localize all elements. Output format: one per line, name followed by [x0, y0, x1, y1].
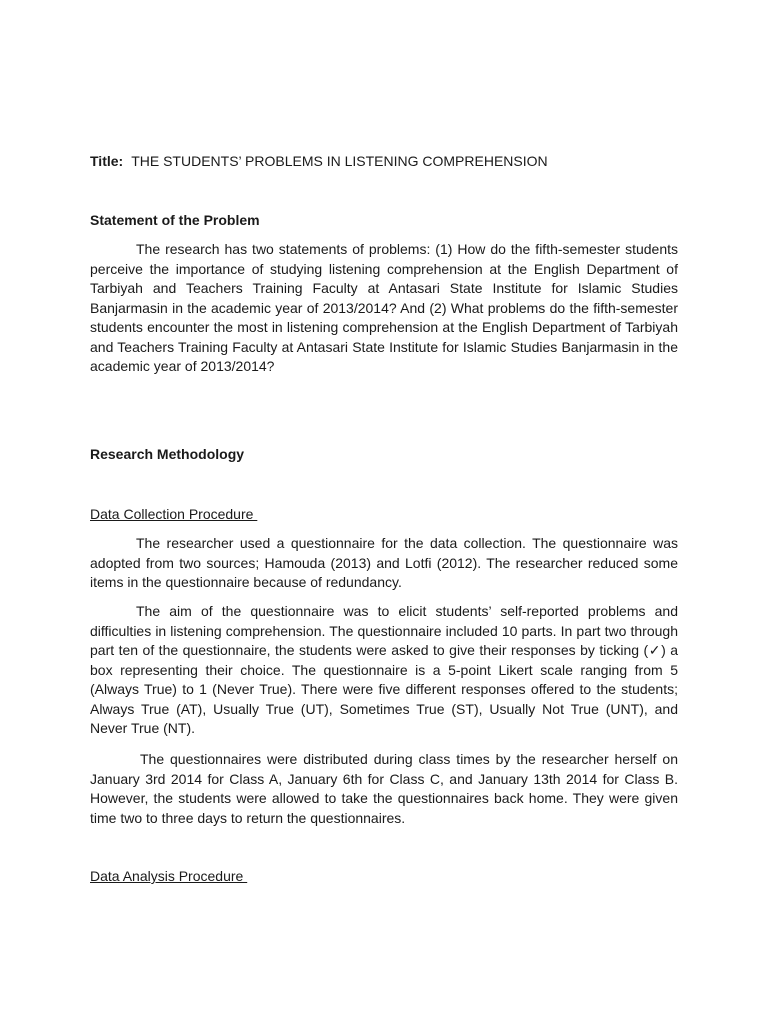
data-collection-paragraph-1-block	[90, 534, 678, 593]
data-collection-paragraph-1: The researcher used a questionnaire for the data collection. The questionnaire was adopted from two sources; Hamouda (2013) and Lotfi (2012). The researcher reduced some items in the questionnaire because of redundancy.	[90, 535, 678, 590]
title-label: Title:	[90, 153, 124, 169]
document-title	[90, 152, 678, 172]
data-collection-paragraph-3-block	[90, 750, 678, 828]
data-collection-paragraph-2-block	[90, 602, 678, 739]
statement-paragraph: The research has two statements of problems: (1) How do the fifth-semester students perceive the importance of studying listening comprehension at the English Department of Tarbiyah and Teachers Training Faculty at Antasari State Institute for Islamic Studies Banjarmasin in the academic year of 2013/2014? And (2) What problems do the fifth-semester students encounter the most in listening comprehension at the English Department of Tarbiyah and Teachers Training Faculty at Antasari State Institute for Islamic Studies Banjarmasin in the academic year of 2013/2014?	[90, 241, 678, 374]
statement-section	[90, 240, 678, 377]
data-collection-paragraph-3: The questionnaires were distributed during class times by the researcher herself on January 3rd 2014 for Class A, January 6th for Class C, and January 13th 2014 for Class B. However, the students were allowed to take the questionnaires back home. They were given time two to three days to return the questionnaires.	[90, 751, 678, 826]
data-collection-heading: Data Collection Procedure	[90, 506, 258, 522]
statement-heading: Statement of the Problem	[90, 212, 260, 228]
data-collection-paragraph-2: The aim of the questionnaire was to elicit students’ self-reported problems and difficulties in listening comprehension. The questionnaire included 10 parts. In part two through part ten of the questionnaire, the students were asked to give their responses by ticking (✓) a box representing their choice. The questionnaire is a 5-point Likert scale ranging from 5 (Always True) to 1 (Never True). There were five different responses offered to the students; Always True (AT), Usually True (UT), Sometimes True (ST), Usually Not True (UNT), and Never True (NT).	[90, 603, 678, 736]
data-analysis-heading: Data Analysis Procedure	[90, 868, 248, 884]
title-text: THE STUDENTS’ PROBLEMS IN LISTENING COMPREHENSION	[131, 153, 548, 169]
methodology-heading: Research Methodology	[90, 446, 245, 462]
